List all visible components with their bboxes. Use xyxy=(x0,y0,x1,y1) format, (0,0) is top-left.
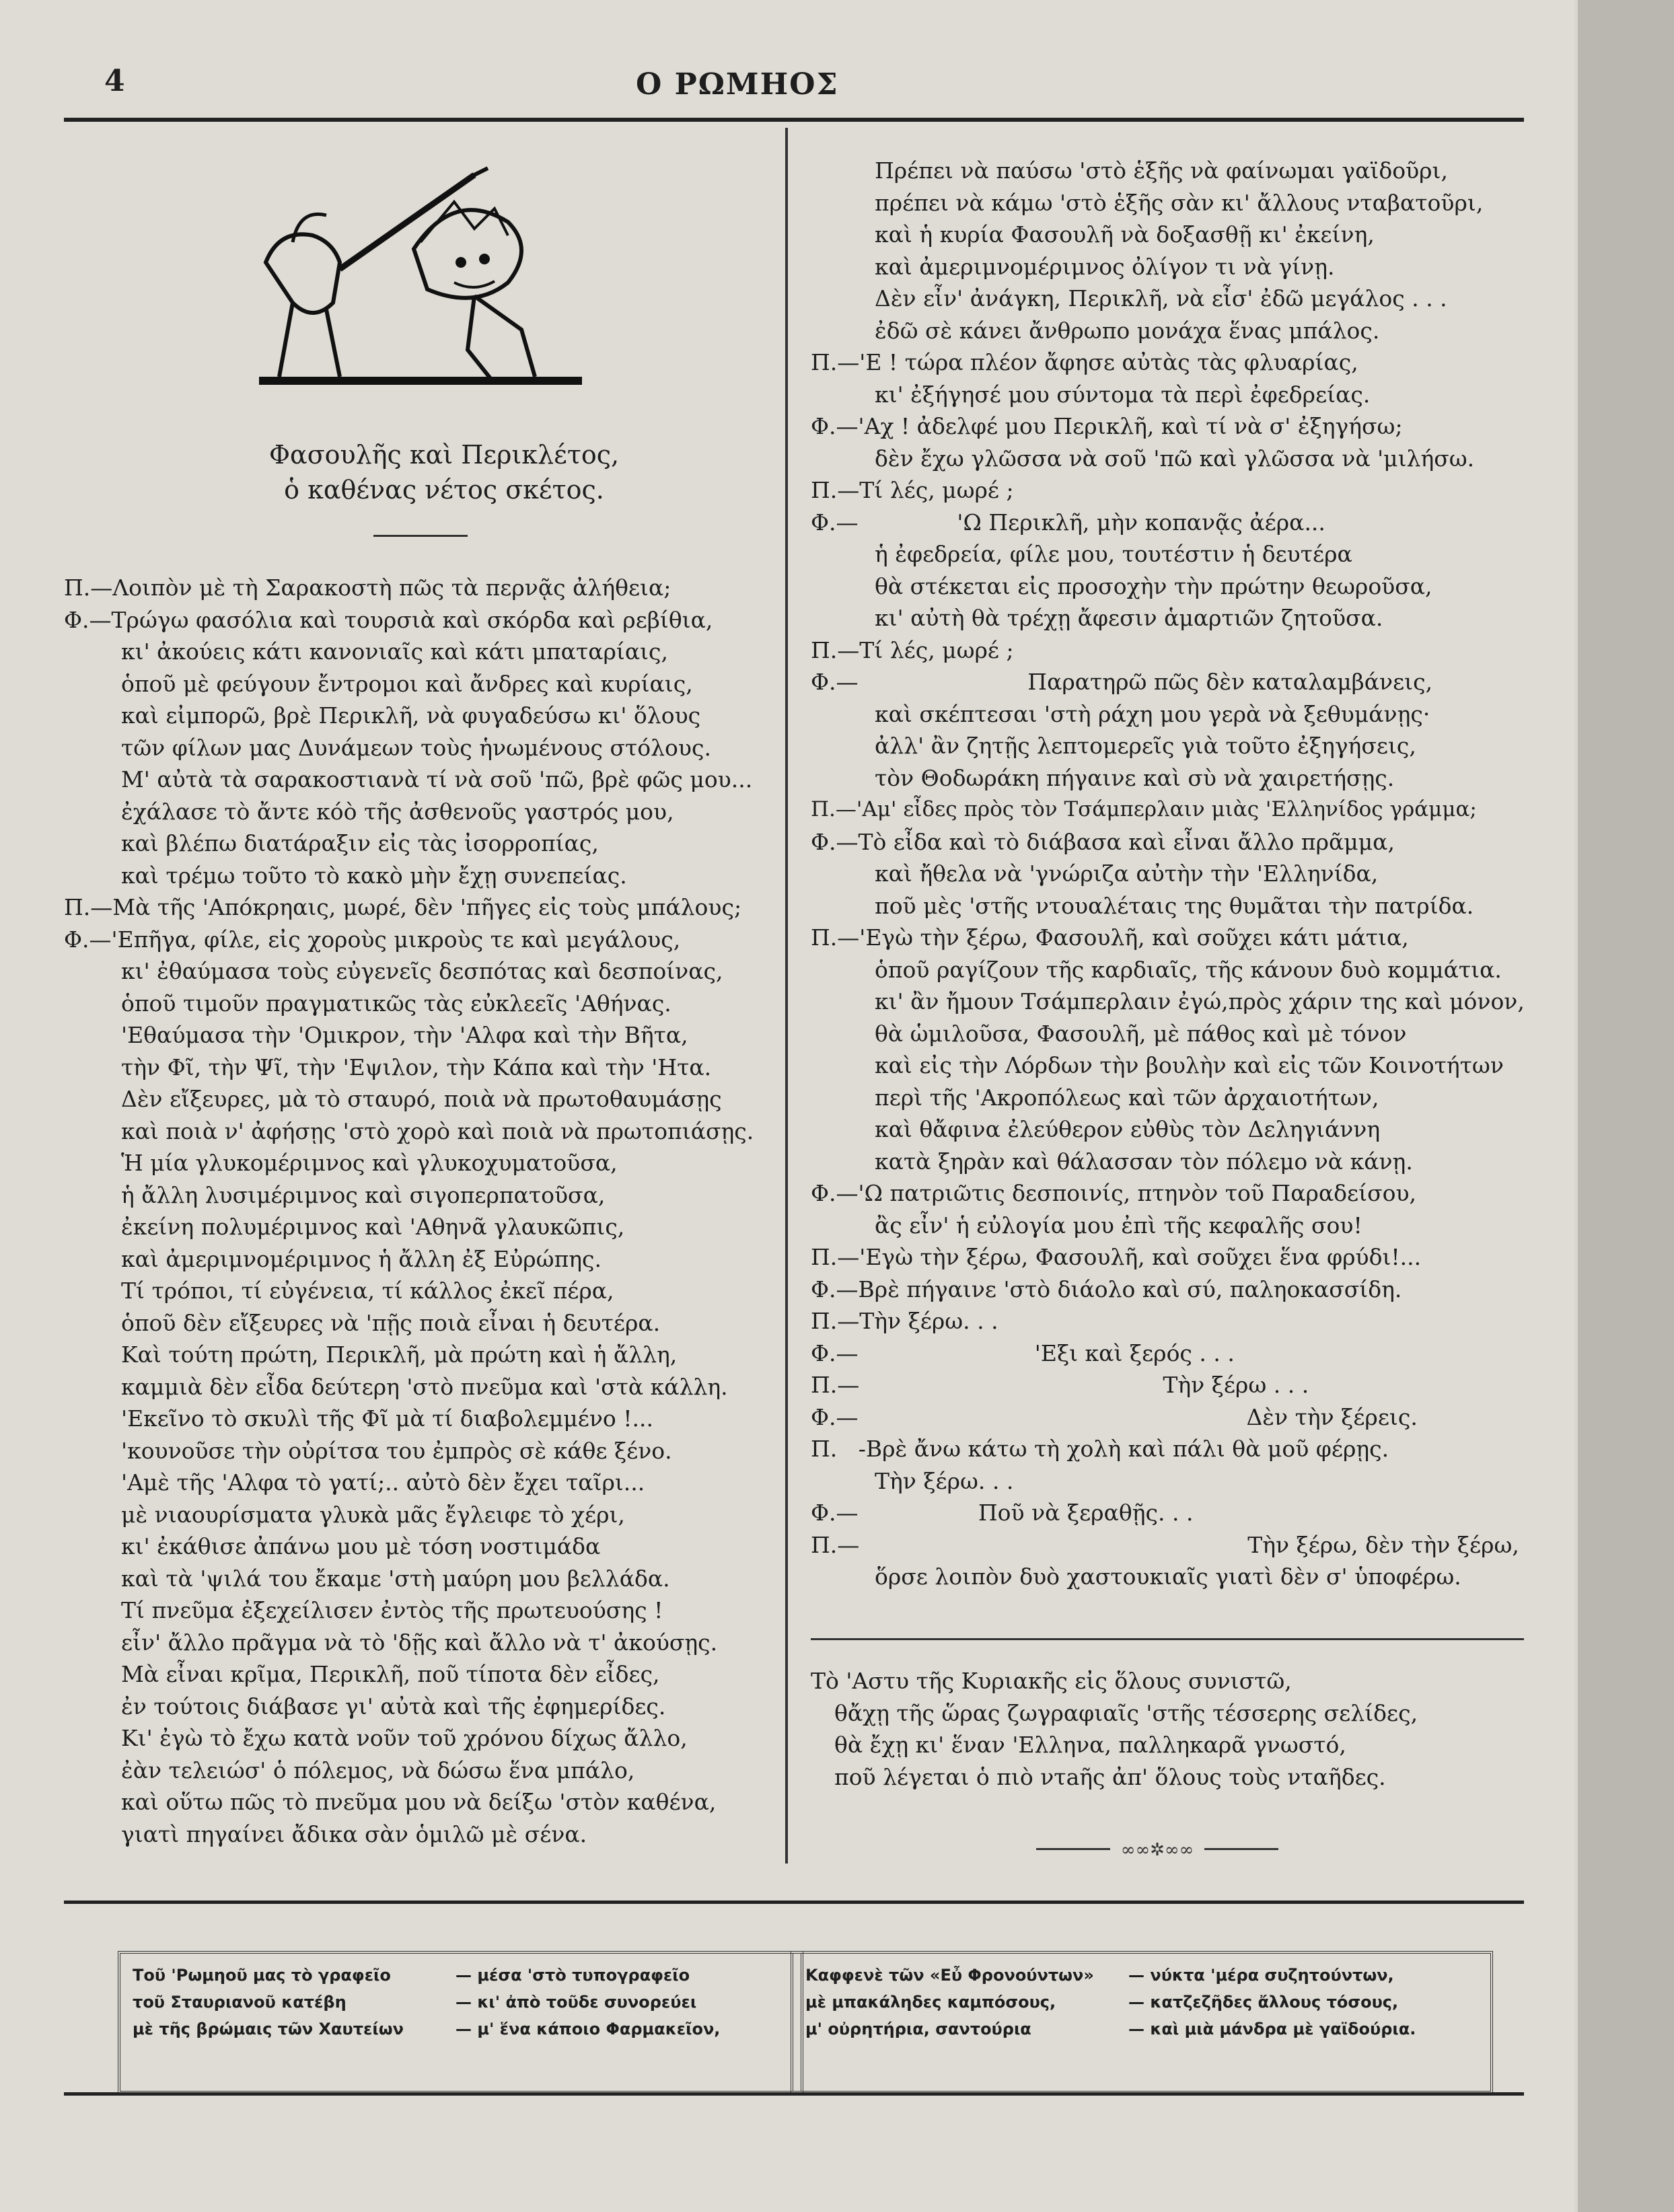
dialogue-line: ἂς εἶν' ἡ εὐλογία μου ἐπὶ τῆς κεφαλῆς σου! xyxy=(875,1212,1362,1239)
ad-text: — μ' ἕνα κάποιο Φαρμακεῖον, xyxy=(456,2020,721,2038)
notice-line: ποῦ λέγεται ὁ πιὸ ντaῆς ἀπ' ὅλους τοὺς νταῆδες. xyxy=(834,1763,1386,1790)
dialogue-line: καὶ ἡ κυρία Φασουλῆ νὰ δοξασθῇ κι' ἐκείνη, xyxy=(875,221,1375,248)
dialogue-line: ἡ ἐφεδρεία, φίλε μου, τουτέστιν ἡ δευτέρα xyxy=(875,541,1352,567)
dialogue-line: κι' ἐκάθισε ἀπάνω μου μὲ τόση νοστιμάδα xyxy=(121,1533,601,1559)
dialogue-line: 'κουνοῦσε τὴν οὐρίτσα του ἐμπρὸς σὲ κάθε ξένο. xyxy=(121,1437,672,1464)
dialogue-line: Φ.— Ποῦ νὰ ξεραθῇς. . . xyxy=(811,1500,1194,1526)
ad-text: — μέσα 'στὸ τυπογραφεῖο xyxy=(456,1966,690,1985)
dialogue-line: Π.—Λοιπὸν μὲ τὴ Σαρακοστὴ πῶς τὰ περνᾷς ἀλήθεια; xyxy=(64,575,671,601)
dialogue-line: Π.— Τὴν ξέρω . . . xyxy=(811,1372,1309,1398)
ad-text: μὲ τῆς βρώμαις τῶν Χαυτείων xyxy=(133,2020,404,2038)
dialogue-line: Καὶ τούτη πρώτη, Περικλῆ, μὰ πρώτη καὶ ἡ ἄλλη, xyxy=(121,1341,678,1368)
page-number: 4 xyxy=(104,64,125,98)
dialogue-line: καμμιὰ δὲν εἶδα δεύτερη 'στὸ πνεῦμα καὶ 'στὰ κάλλη. xyxy=(121,1373,728,1400)
ornament-icon: ∞∞✲∞∞ xyxy=(1120,1840,1194,1860)
dialogue-line: καὶ σκέπτεσαι 'στὴ ράχη μου γερὰ νὰ ξεθυμάνῃς· xyxy=(875,700,1430,727)
dialogue-line: Π.—'Ε ! τώρα πλέον ἄφησε αὐτὰς τὰς φλυαρίας, xyxy=(811,349,1358,375)
ad-box-right xyxy=(791,1951,1493,2094)
dialogue-line: ὁποῦ ραγίζουν τῆς καρδιαῖς, τῆς κάνουν δυὸ κομμάτια. xyxy=(875,956,1502,983)
ad-text: — κι' ἀπὸ τοῦδε συνορεύει xyxy=(456,1993,697,2012)
dialogue-line: Φ.—Βρὲ πήγαινε 'στὸ διάολο καὶ σύ, παληοκασσίδη. xyxy=(811,1276,1402,1302)
dialogue-line: τῶν φίλων μας Δυνάμεων τοὺς ἡνωμένους στόλους. xyxy=(121,734,711,761)
dialogue-line: ἀλλ' ἂν ζητῇς λεπτομερεῖς γιὰ τοῦτο ἐξηγήσεις, xyxy=(875,733,1416,759)
dialogue-line: κι' ἂν ἤμουν Τσάμπερλαιν ἐγώ,πρὸς χάριν της καὶ μόνον, xyxy=(875,988,1525,1015)
dialogue-line: καὶ θἄφινα ἐλεύθερον εὐθὺς τὸν Δεληγιάννη xyxy=(875,1116,1381,1142)
dialogue-line: Μὰ εἶναι κρῖμα, Περικλῆ, ποῦ τίποτα δὲν εἶδες, xyxy=(121,1661,660,1687)
dialogue-line: Π.—Μὰ τῆς 'Απόκρηαις, μωρέ, δὲν 'πῆγες εἰς τοὺς μπάλους; xyxy=(64,894,742,920)
dialogue-line: θὰ στέκεται εἰς προσοχὴν τὴν πρώτην θεωροῦσα, xyxy=(875,573,1432,599)
dialogue-line: καὶ οὕτω πῶς τὸ πνεῦμα μου νὰ δείξω 'στὸν καθένα, xyxy=(121,1789,717,1815)
dialogue-line: Τί τρόποι, τί εὐγένεια, τί κάλλος ἐκεῖ πέρα, xyxy=(121,1278,614,1304)
dialogue-line: καὶ ἀμεριμνομέριμνος ὀλίγον τι νὰ γίνῃ. xyxy=(875,253,1335,280)
dialogue-line: Δὲν εἶν' ἀνάγκη, Περικλῆ, νὰ εἶσ' ἐδῶ μεγάλος . . . xyxy=(875,285,1447,311)
dialogue-line: καὶ ποιὰ ν' ἀφήσῃς 'στὸ χορὸ καὶ ποιὰ νὰ πρωτοπιάσῃς. xyxy=(121,1117,754,1144)
dialogue-line: Φ.—'Ω πατριῶτις δεσποινίς, πτηνὸν τοῦ Παραδείσου, xyxy=(811,1180,1417,1206)
dialogue-line: Π. -Βρὲ ἄνω κάτω τὴ χολὴ καὶ πάλι θὰ μοῦ φέρῃς. xyxy=(811,1436,1389,1462)
cartoon-caption xyxy=(229,437,659,507)
dialogue-line: Τί πνεῦμα ἐξεχείλισεν ἐντὸς τῆς πρωτευούσης ! xyxy=(121,1597,663,1623)
column-divider xyxy=(785,128,788,1864)
dialogue-line: ὁποῦ τιμοῦν πραγματικῶς τὰς εὐκλεεῖς 'Αθήνας. xyxy=(121,990,671,1017)
dialogue-line: καὶ βλέπω διατάραξιν εἰς τὰς ἰσορροπίας, xyxy=(121,830,599,856)
right-column-text xyxy=(811,155,1524,1593)
ornament-rule xyxy=(1204,1848,1278,1850)
dialogue-line: 'Αμὲ τῆς 'Αλφα τὸ γατί;.. αὐτὸ δὲν ἔχει ταῖρι... xyxy=(121,1469,645,1496)
dialogue-line: ἐν τούτοις διάβασε γι' αὐτὰ καὶ τῆς ἐφημερίδες. xyxy=(121,1693,666,1720)
dialogue-line: Φ.— 'Ω Περικλῆ, μὴν κοπανᾷς ἀέρα... xyxy=(811,509,1325,536)
asty-notice xyxy=(811,1665,1524,1793)
newspaper-title: Ο ΡΩΜΗΟΣ xyxy=(636,67,839,102)
dialogue-line: τὸν Θοδωράκη πήγαινε καὶ σὺ νὰ χαιρετήσῃς. xyxy=(875,764,1395,791)
dialogue-line: Π.—Τὴν ξέρω. . . xyxy=(811,1308,998,1334)
dialogue-line: Φ.— 'Εξι καὶ ξερός . . . xyxy=(811,1339,1235,1366)
footer-rule-top xyxy=(64,1901,1524,1904)
ad-text: Τοῦ 'Ρωμηοῦ μας τὸ γραφεῖο xyxy=(133,1966,391,1985)
ad-text: — καὶ μιὰ μάνδρα μὲ γαϊδούρια. xyxy=(1128,2020,1416,2038)
dialogue-line: καὶ ἤθελα νὰ 'γνώριζα αὐτὴν τὴν 'Ελληνίδα, xyxy=(875,860,1379,887)
dialogue-line: Τὴν ξέρω. . . xyxy=(875,1467,1014,1494)
dialogue-line: κι' ἐξήγησέ μου σύντομα τὰ περὶ ἐφεδρείας. xyxy=(875,381,1371,408)
dialogue-line: ἐχάλασε τὸ ἄντε κόὸ τῆς ἀσθενοῦς γαστρός μου, xyxy=(121,798,674,825)
dialogue-line: πρέπει νὰ κάμω 'στὸ ἑξῆς σὰν κι' ἄλλους νταβατοῦρι, xyxy=(875,189,1484,216)
dialogue-line: Π.—'Αμ' εἶδες πρὸς τὸν Τσάμπερλαιν μιὰς 'Ελληνίδος γράμμα; xyxy=(811,797,1477,821)
dialogue-line: Π.—'Εγὼ τὴν ξέρω, Φασουλῆ, καὶ σοῦχει ἕνα φρύδι!... xyxy=(811,1244,1422,1270)
dialogue-line: περὶ τῆς 'Ακροπόλεως καὶ τῶν ἀρχαιοτήτων, xyxy=(875,1084,1379,1111)
dialogue-line: καὶ εἰς τὴν Λόρδων τὴν βουλὴν καὶ εἰς τῶν Κοινοτήτων xyxy=(875,1052,1504,1078)
dialogue-line: Φ.—'Αχ ! ἀδελφέ μου Περικλῆ, καὶ τί νὰ σ' ἐξηγήσω; xyxy=(811,413,1403,439)
notice-line: θὰ ἔχῃ κι' ἕναν 'Ελληνα, παλληκαρᾶ γνωστό, xyxy=(834,1732,1346,1758)
dialogue-line: ἐκείνη πολυμέριμνος καὶ 'Αθηνᾶ γλαυκῶπις, xyxy=(121,1214,625,1240)
caption-line: Φασουλῆς καὶ Περικλέτος, xyxy=(268,440,620,470)
ad-text: — κατζεζῆδες ἄλλους τόσους, xyxy=(1128,1993,1399,2012)
dialogue-line: καὶ τρέμω τοῦτο τὸ κακὸ μὴν ἔχῃ συνεπείας. xyxy=(121,862,627,889)
dialogue-line: ποῦ μὲς 'στῆς ντουαλέταις της θυμᾶται τὴν πατρίδα. xyxy=(875,892,1474,919)
dialogue-line: Φ.— Παρατηρῶ πῶς δὲν καταλαμβάνεις, xyxy=(811,669,1433,695)
notice-line: Τὸ 'Αστυ τῆς Κυριακῆς εἰς ὅλους συνιστῶ, xyxy=(811,1668,1292,1694)
footer-rule-bottom xyxy=(64,2092,1524,2096)
caption-rule xyxy=(373,535,468,537)
dialogue-line: ὁποῦ δὲν εἴξευρες νὰ 'πῇς ποιὰ εἶναι ἡ δευτέρα. xyxy=(121,1309,661,1336)
dialogue-line: γιατὶ πηγαίνει ἄδικα σὰν ὁμιλῶ μὲ σένα. xyxy=(121,1820,587,1847)
cartoon-icon xyxy=(252,161,595,424)
ad-text: μ' οὐρητήρια, σαντούρια xyxy=(805,2020,1031,2038)
dialogue-line: εἶν' ἄλλο πρᾶγμα νὰ τὸ 'δῇς καὶ ἄλλο νὰ τ' ἀκούσῃς. xyxy=(121,1629,718,1656)
dialogue-line: 'Εθαύμασα τὴν 'Ομικρον, τὴν 'Αλφα καὶ τὴν Βῆτα, xyxy=(121,1022,688,1048)
dialogue-line: Π.— Τὴν ξέρω, δὲν τὴν ξέρω, xyxy=(811,1531,1519,1558)
adjacent-page-edge xyxy=(1578,0,1674,2212)
ad-text: Καφφενὲ τῶν «Εὖ Φρονούντων» xyxy=(805,1966,1094,1985)
dialogue-line: Π.—Τί λές, μωρέ ; xyxy=(811,477,1014,503)
ad-text: — νύκτα 'μέρα συζητούντων, xyxy=(1128,1966,1394,1985)
dialogue-line: 'Εκεῖνο τὸ σκυλὶ τῆς Φῖ μὰ τί διαβολεμμένο !... xyxy=(121,1405,653,1432)
dialogue-line: Φ.—Τρώγω φασόλια καὶ τουρσιὰ καὶ σκόρδα καὶ ρεβίθια, xyxy=(64,606,713,633)
dialogue-line: Κι' ἐγὼ τὸ ἔχω κατὰ νοῦν τοῦ χρόνου δίχως ἄλλο, xyxy=(121,1725,688,1751)
dialogue-line: ἐδῶ σὲ κάνει ἄνθρωπο μονάχα ἕνας μπάλος. xyxy=(875,317,1380,344)
dialogue-line: Φ.—'Επῆγα, φίλε, εἰς χοροὺς μικροὺς τε καὶ μεγάλους, xyxy=(64,926,681,953)
dialogue-line: κι' ἀκούεις κάτι κανονιαῖς καὶ κάτι μπαταρίαις, xyxy=(121,638,669,665)
ad-text: μὲ μπακάληδες καμπόσους, xyxy=(805,1993,1056,2012)
dialogue-line: Π.—Τί λές, μωρέ ; xyxy=(811,636,1014,663)
ad-box-left xyxy=(118,1951,803,2094)
section-rule xyxy=(811,1638,1524,1640)
dialogue-line: κατὰ ξηρὰν καὶ θάλασσαν τὸν πόλεμο νὰ κάνῃ. xyxy=(875,1148,1413,1175)
dialogue-line: κι' ἐθαύμασα τοὺς εὐγενεῖς δεσπότας καὶ δεσποίνας, xyxy=(121,958,723,984)
dialogue-line: Πρέπει νὰ παύσω 'στὸ ἑξῆς νὰ φαίνωμαι γαϊδοῦρι, xyxy=(875,157,1448,184)
ad-text: τοῦ Σταυριανοῦ κατέβη xyxy=(133,1993,347,2012)
dialogue-line: Δὲν εἴξευρες, μὰ τὸ σταυρό, ποιὰ νὰ πρωτοθαυμάσῃς xyxy=(121,1086,722,1112)
dialogue-line: Φ.— Δὲν τὴν ξέρεις. xyxy=(811,1403,1418,1430)
dialogue-line: καὶ ἀμεριμνομέριμνος ἡ ἄλλη ἐξ Εὐρώπης. xyxy=(121,1245,602,1272)
dialogue-line: Ἡ μία γλυκομέριμνος καὶ γλυκοχυματοῦσα, xyxy=(121,1150,618,1176)
dialogue-line: μὲ νιαουρίσματα γλυκὰ μᾶς ἔγλειφε τὸ χέρι, xyxy=(121,1501,625,1528)
dialogue-line: κι' αὐτὴ θὰ τρέχῃ ἄφεσιν ἁμαρτιῶν ζητοῦσα. xyxy=(875,605,1383,631)
header-rule xyxy=(64,118,1524,122)
dialogue-line: Π.—'Εγὼ τὴν ξέρω, Φασουλῆ, καὶ σοῦχει κάτι μάτια, xyxy=(811,924,1409,951)
dialogue-line: ἡ ἄλλη λυσιμέριμνος καὶ σιγοπερπατοῦσα, xyxy=(121,1181,606,1208)
left-column-text xyxy=(64,572,777,1850)
dialogue-line: Μ' αὐτὰ τὰ σαρακοστιανὰ τί νὰ σοῦ 'πῶ, βρὲ φῶς μου... xyxy=(121,766,753,792)
notice-line: θἄχῃ τῆς ὥρας ζωγραφιαῖς 'στῆς τέσσερης σελίδες, xyxy=(834,1699,1418,1726)
caption-line: ὁ καθένας νέτος σκέτος. xyxy=(284,475,604,505)
dialogue-line: καὶ τὰ 'ψιλά του ἔκαμε 'στὴ μαύρη μου βελλάδα. xyxy=(121,1565,670,1592)
dialogue-line: καὶ εἰμπορῶ, βρὲ Περικλῆ, νὰ φυγαδεύσω κι' ὅλους xyxy=(121,702,701,729)
dialogue-line: δὲν ἔχω γλῶσσα νὰ σοῦ 'πῶ καὶ γλῶσσα νὰ 'μιλήσω. xyxy=(875,445,1475,472)
dialogue-line: ὁποῦ μὲ φεύγουν ἔντρομοι καὶ ἄνδρες καὶ κυρίαις, xyxy=(121,670,693,697)
dialogue-line: θὰ ὡμιλοῦσα, Φασουλῆ, μὲ πάθος καὶ μὲ τόνον xyxy=(875,1020,1407,1047)
dialogue-line: Φ.—Τὸ εἶδα καὶ τὸ διάβασα καὶ εἶναι ἄλλο πρᾶμμα, xyxy=(811,828,1395,855)
dialogue-line: ὅρσε λοιπὸν δυὸ χαστουκιαῖς γιατὶ δὲν σ' ὑποφέρω. xyxy=(875,1563,1461,1590)
dialogue-line: τὴν Φῖ, τὴν Ψῖ, τὴν 'Εψιλον, τὴν Κάπα καὶ τὴν 'Ητα. xyxy=(121,1054,712,1080)
dialogue-line: ἐὰν τελειώσ' ὁ πόλεμος, νὰ δώσω ἕνα μπάλο, xyxy=(121,1757,635,1783)
